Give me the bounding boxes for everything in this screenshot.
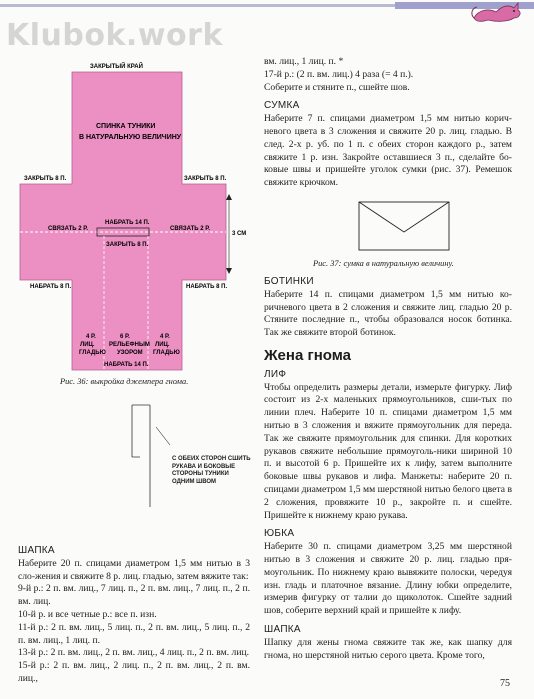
- page-number: 75: [500, 678, 510, 689]
- pattern-caption: Рис. 36: выкройка джемпера гнома.: [60, 377, 189, 386]
- skirt-text: Наберите 30 п. спицами диаметром 3,25 мм шерстяной нитью в 3 сложения и свяжите 20 р. лиц. гладью пря-моугольник. По нижнему краю вывяжите полоски, чередуя изн. гладь и платочное вязание. Длину юбки определите, измерив фигурку от талии до щиколоток. Сшейте задний шов, соберите верхний край и пришейте к лифу.: [264, 541, 512, 617]
- hat-line-1: Наберите 20 п. спицами диаметром 1,5 мм нитью в 3 сло-жения и свяжите 8 р. лиц. гладью, затем вяжите так:: [18, 557, 250, 582]
- section-title: Жена гнома: [264, 346, 351, 364]
- hat-line-2: 9-й р.: 2 п. вм. лиц., 7 лиц. п., 2 п. вм. лиц., 7 лиц. п., 2 п. вм. лиц.: [18, 583, 250, 608]
- label-relief: 6 Р. РЕЛЬЕФНЫМ УЗОРОМ: [109, 334, 150, 356]
- label-cast8-right: НАБРАТЬ 8 П.: [186, 284, 228, 290]
- hat-heading: ШАПКА: [18, 545, 55, 556]
- hat2-heading: ШАПКА: [264, 623, 301, 635]
- label-title-2: В НАТУРАЛЬНУЮ ВЕЛИЧИНУ: [79, 134, 182, 141]
- hat-line-3: 10-й р. и все четные р.: все п. изн.: [18, 608, 157, 620]
- intro-line-3: Соберите и стяните п., сшейте шов.: [264, 81, 410, 93]
- label-close8-center: ЗАКРЫТЬ 8 П.: [106, 242, 149, 248]
- label-cast14: НАБРАТЬ 14 П.: [105, 220, 150, 226]
- left-column: [18, 545, 250, 686]
- label-lic-right: 4 Р. ЛИЦ. ГЛАДЬЮ: [153, 334, 180, 356]
- label-join2-left: СВЯЗАТЬ 2 Р.: [48, 226, 89, 232]
- label-top-edge: ЗАКРЫТЫЙ КРАЙ: [90, 64, 143, 70]
- sleeve-sketch: [120, 397, 270, 507]
- watermark: Klubok.work: [6, 18, 223, 53]
- lif-text: Чтобы определить размеры детали, измерьте фигурку. Лиф состоит из 2-х маленьких прямоугольников, сши-тых по линии плеч. Наберите 10 п. спицами диаметром 1,5 мм нитью в 3 сложения и вяжите прямоугольник для переда. Так же свяжите прямоугольник для спинки. Для коротких рукавов свяжите небольшие прямоуголь-ники шириной 10 п. и высотой 6 р. Пришейте их к лифу, затем выполните боковые швы рукавов и лифа. Манжеты: наберите 20 п. спицами диаметром 1,5 мм шерстяной нитью белого цвета в 2 сложения, провяжите 10 р., закройте п. и сшейте. Пришейте к нижнему краю рукава.: [264, 381, 512, 521]
- intro-line-2: 17-й р.: (2 п. вм. лиц.) 4 раза (= 4 п.).: [264, 68, 414, 80]
- boots-heading: БОТИНКИ: [264, 276, 314, 287]
- label-join2-right: СВЯЗАТЬ 2 Р.: [170, 226, 211, 232]
- bag-heading: СУМКА: [264, 100, 300, 112]
- cat-icon: [468, 0, 524, 26]
- label-close8-right: ЗАКРЫТЬ 8 П.: [184, 176, 227, 182]
- right-column-lower: [264, 276, 512, 662]
- intro-line-1: вм. лиц., 1 лиц. п. *: [264, 56, 344, 67]
- hat2-text: Шапку для жены гнома свяжите так же, как шапку для гнома, но шерстяной нитью серого цвета. Кроме того,: [264, 636, 512, 661]
- dim-arrow-bottom: [226, 268, 232, 274]
- bag-text: Наберите 7 п. спицами диаметром 1,5 мм нитью корич-невого цвета в 3 сложения и свяжите 20 р. лиц. гладью. В след. 2-х р. уб. по 1 п. с обеих сторон каждого р., затем свяжите 1 р. изн. Закройте оставшиеся 3 п., сделайте бо-ковые швы и пришейте уголок сумки (рис. 37). Ремешок свяжите крючком.: [264, 113, 512, 189]
- hat-line-4: 11-й р.: 2 п. вм. лиц., 5 лиц. п., 2 п. вм. лиц., 5 лиц. п., 2 п. вм. лиц., 1 лиц. п.: [18, 621, 250, 646]
- skirt-heading: ЮБКА: [264, 528, 295, 540]
- hat-line-6: 15-й р.: 2 п. вм. лиц., 2 лиц. п., 2 п. вм. лиц., 2 п. вм. лиц.,: [18, 660, 250, 684]
- right-column: [264, 56, 512, 190]
- bag-illustration: [335, 196, 475, 256]
- label-cast8-left: НАБРАТЬ 8 П.: [30, 284, 72, 290]
- boots-text: Наберите 14 п. спицами диаметром 1,5 мм нитью ко-ричневого цвета в 2 сложения и свяжите лиц. гладью 20 р. Стяните последние п., чтобы образовался носок ботинка. Так же свяжите второй ботинок.: [264, 288, 512, 339]
- lif-heading: ЛИФ: [264, 368, 287, 380]
- sleeve-note: С ОБЕИХ СТОРОН СШИТЬ РУКАВА И БОКОВЫЕ СТОРОНЫ ТУНИКИ ОДНИМ ШВОМ: [172, 456, 251, 485]
- label-lic-left: 4 Р. ЛИЦ. ГЛАДЬЮ: [79, 334, 106, 356]
- label-dim: 3 СМ: [232, 231, 247, 237]
- label-close8-left: ЗАКРЫТЬ 8 П.: [24, 176, 67, 182]
- label-title-1: СПИНКА ТУНИКИ: [96, 123, 156, 130]
- tunic-pattern: [0, 0, 250, 430]
- hat-line-5: 13-й р.: 2 п. вм. лиц., 2 п. вм. лиц., 4 лиц. п., 2 п. вм. лиц.: [18, 647, 249, 659]
- label-bottom: НАБРАТЬ 14 П.: [104, 362, 149, 368]
- dim-arrow-top: [226, 194, 232, 200]
- bag-caption: Рис. 37: сумка в натуральную величину.: [313, 259, 454, 268]
